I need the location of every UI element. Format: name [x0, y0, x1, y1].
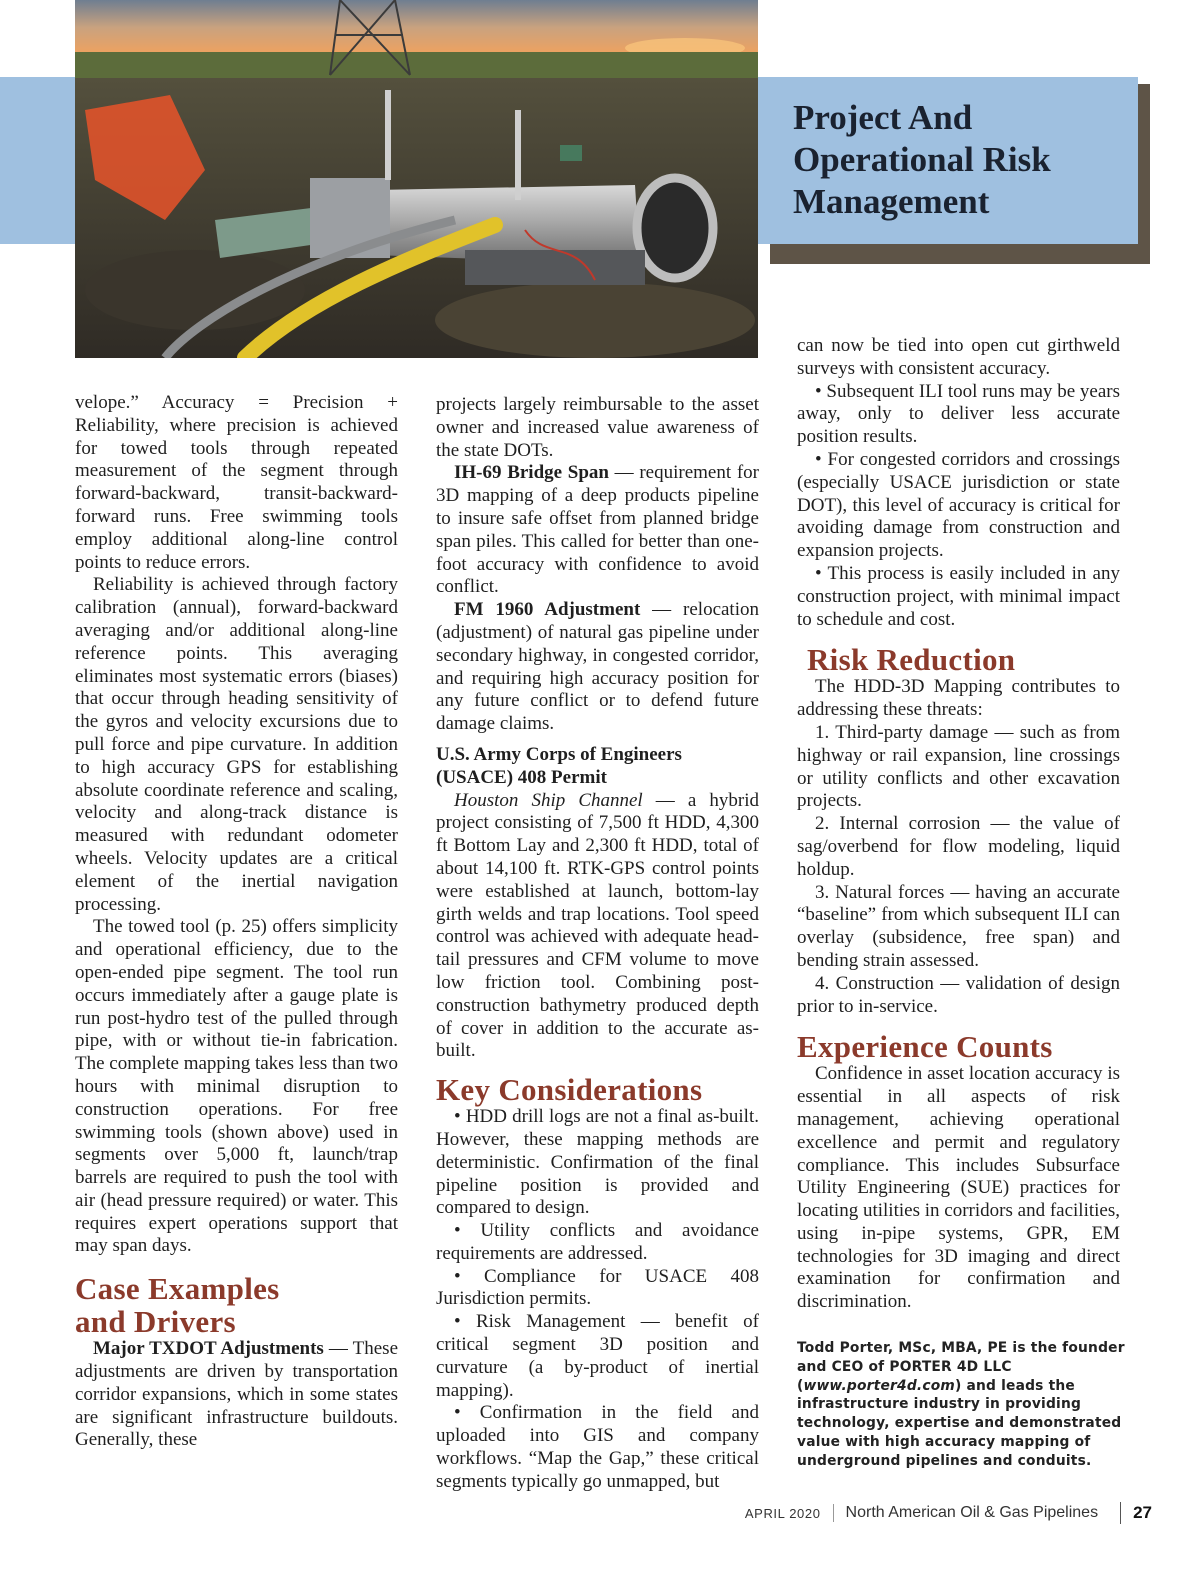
- bullet-item: • This process is easily included in any construction project, with minimal impact to schedule and cost.: [797, 562, 1120, 630]
- bullet-item: • Subsequent ILI tool runs may be years away, only to deliver less accurate position results.: [797, 380, 1120, 448]
- list-item: 3. Natural forces — having an accurate “baseline” from which subsequent ILI can overlay (subsidence, free span) and bending strain assessed.: [797, 881, 1120, 971]
- list-item: 1. Third-party damage — such as from highway or rail expansion, line crossings or utility conflicts and other excavation projects.: [797, 721, 1120, 812]
- column-1: [75, 392, 398, 1452]
- paragraph: The HDD-3D Mapping contributes to addressing these threats:: [797, 676, 1120, 721]
- heading-risk-reduction: Risk Reduction: [807, 642, 1016, 678]
- case-italic-houston: Houston Ship Channel: [454, 789, 643, 811]
- author-bio: [797, 1339, 1127, 1471]
- list-item: 2. Internal corrosion — the value of sag/overbend for flow modeling, liquid holdup.: [797, 813, 1120, 880]
- page-number: 27: [1133, 1503, 1152, 1522]
- issue-date: APRIL 2020: [744, 1505, 821, 1521]
- section-title-line-1: Project And: [793, 98, 973, 137]
- paragraph: can now be tied into open cut girthweld surveys with consistent accuracy.: [797, 335, 1120, 379]
- case-text-fm1960: — relocation (adjustment) of natural gas pipeline under secondary highway, in congested corridor, and requiring high accuracy position for any future conflict or to defend future damage claims.: [436, 599, 759, 735]
- bullet-item: • For congested corridors and crossings (especially USACE jurisdiction or state DOT), this level of accuracy is critical for avoiding damage from construction and expansion projects.: [797, 448, 1120, 562]
- case-lead-usace: U.S. Army Corps of Engineers (USACE) 408 Permit: [436, 743, 682, 788]
- section-title-line-3: Management: [793, 182, 990, 221]
- bullet-item: • Compliance for USACE 408 Jurisdiction permits.: [436, 1265, 759, 1310]
- case-text-houston: — a hybrid project consisting of 7,500 ft HDD, 4,300 ft Bottom Lay and 2,300 ft HDD, total of about 14,100 ft. RTK-GPS control points were established at launch, bottom-lay girth welds and trap locations. Tool speed control was achieved with adequate head-tail pressures and CFM volume to move low friction tool. Combining post-construction bathymetry produced depth of cover in addition to the accurate as-built.: [436, 789, 759, 1062]
- page-footer: [745, 1502, 1152, 1524]
- bullet-item: • Utility conflicts and avoidance requirements are addressed.: [436, 1220, 759, 1264]
- pipeline-photo: [75, 0, 758, 358]
- section-title-line-2: Operational Risk: [793, 140, 1051, 179]
- section-title: [793, 97, 1123, 223]
- bullet-item: • HDD drill logs are not a final as-built. However, these mapping methods are deterministic. Confirmation of the final pipeline position is provided and compared to design.: [436, 1106, 759, 1219]
- footer-divider: [833, 1504, 834, 1522]
- paragraph: The towed tool (p. 25) offers simplicity and operational efficiency, due to the open-ended pipe segment. The tool run occurs immediately after a gauge plate is run post-hydro test of the pulled through pipe, with or without tie-in fabrication. The complete mapping takes less than two hours with minimal disruption to construction operations. For free swimming tools (shown above) used in segments over 5,000 ft, launch/trap barrels are required to push the tool with air (head pressure required) or water. This requires expert operations support that may span days.: [75, 916, 398, 1257]
- bullet-item: • Confirmation in the field and uploaded into GIS and company workflows. “Map the Gap,” these critical segments typically go unmapped, but: [436, 1402, 759, 1492]
- paragraph: velope.” Accuracy = Precision + Reliability, where precision is achieved for towed tools through repeated measurement of the segment through forward-backward, transit-backward-forward runs. Free swimming tools employ additional along-line control points to reduce errors.: [75, 392, 398, 573]
- case-lead-fm1960: FM 1960 Adjustment: [454, 599, 641, 621]
- paragraph: Reliability is achieved through factory calibration (annual), forward-backward averaging and/or additional along-line reference points. This averaging eliminates most systematic errors (biases) that occur through heading sensitivity of the gyros and velocity excursions due to pull force and pipe curvature. In addition to high accuracy GPS for establishing absolute coordinate reference and scaling, velocity and along-track distance is measured with redundant odometer wheels. Velocity updates are a critical element of the inertial navigation processing.: [75, 574, 398, 915]
- banner-left-strip: [0, 77, 75, 244]
- footer-divider: [1120, 1502, 1121, 1524]
- paragraph: Confidence in asset location accuracy is essential in all aspects of risk management, achieving operational excellence and permit and regulatory compliance. This includes Subsurface Utility Engineering (SUE) practices for locating utilities in corridors and facilities, using in-pipe systems, GPR, EM technologies for 3D imaging and direct examination for confirmation and discrimination.: [797, 1063, 1120, 1313]
- case-text-txdot: — These adjustments are driven by transportation corridor expansions, which in some states are significant infrastructure buildouts. Generally, these: [75, 1338, 398, 1451]
- case-lead-txdot: Major TXDOT Adjustments: [93, 1338, 324, 1360]
- column-2: [436, 394, 759, 1494]
- case-text-ih69: — requirement for 3D mapping of a deep products pipeline to insure safe offset from planned bridge span piles. This called for better than one-foot accuracy with confidence to avoid conflict.: [436, 462, 759, 598]
- bio-text-start: Todd Porter, MSc, MBA, PE is the founder and CEO of PORTER 4D LLC (: [797, 1340, 1125, 1394]
- case-lead-ih69: IH-69 Bridge Span: [454, 462, 609, 484]
- heading-key-considerations: Key Considerations: [436, 1072, 703, 1108]
- column-3: [797, 335, 1120, 1314]
- bio-text-end: ) and leads the infrastructure industry in providing technology, expertise and demonstrated value with high accuracy mapping of underground pipelines and conduits.: [797, 1377, 1122, 1469]
- bio-url-link[interactable]: www.porter4d.com: [803, 1377, 955, 1394]
- heading-case-examples: Case Examples and Drivers: [75, 1271, 280, 1340]
- publication-name: North American Oil & Gas Pipelines: [845, 1504, 1099, 1521]
- paragraph: projects largely reimbursable to the asset owner and increased value awareness of the state DOTs.: [436, 394, 759, 461]
- list-item: 4. Construction — validation of design prior to in-service.: [797, 972, 1120, 1017]
- bullet-item: • Risk Management — benefit of critical segment 3D position and curvature (a by-product of inertial mapping).: [436, 1311, 759, 1401]
- heading-experience-counts: Experience Counts: [797, 1029, 1053, 1065]
- pipeline-launcher-illustration: [75, 0, 758, 358]
